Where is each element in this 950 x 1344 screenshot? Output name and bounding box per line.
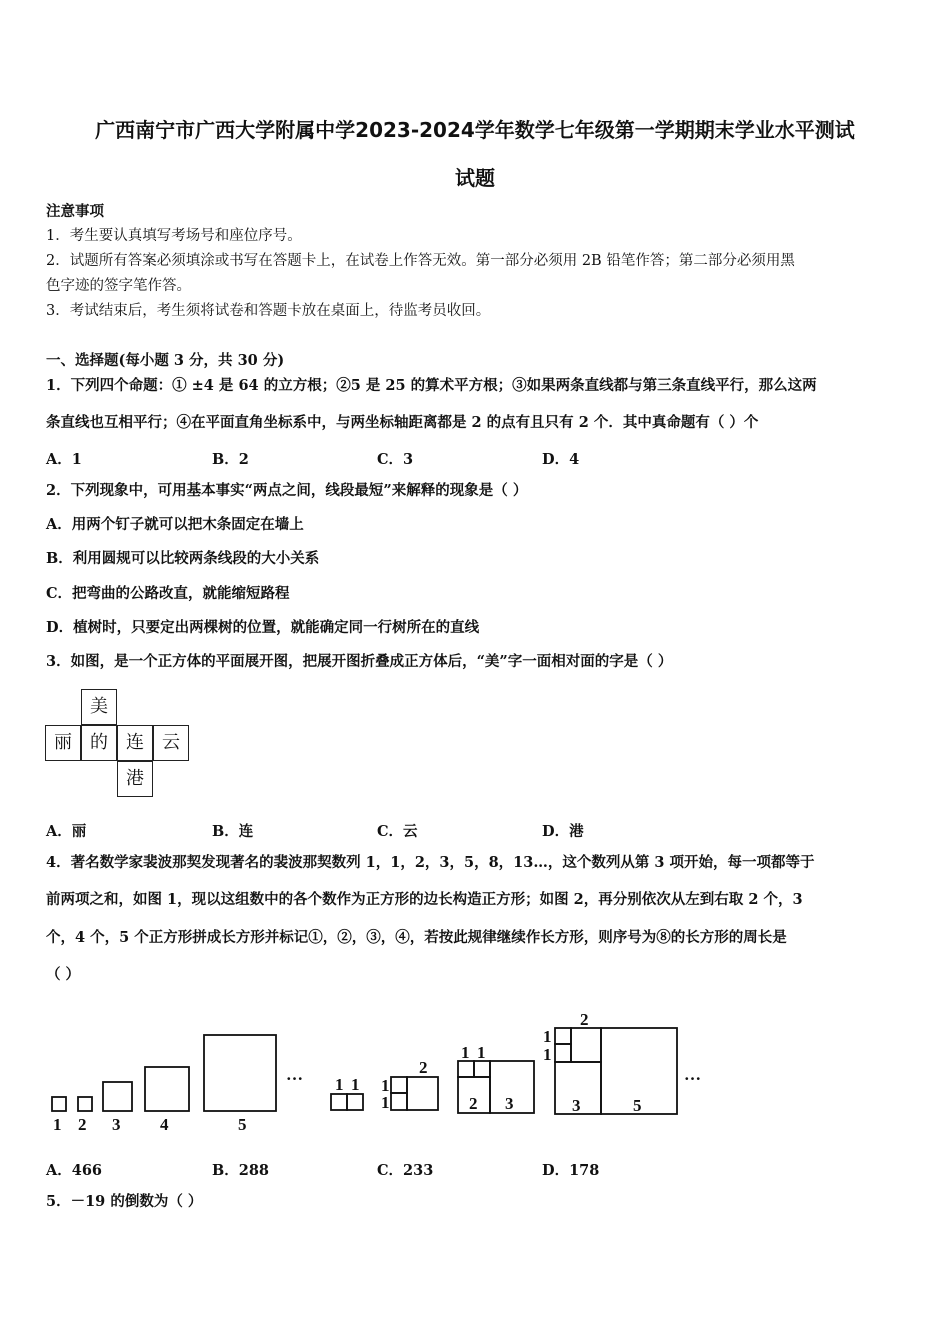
fig1-label-3: 3 bbox=[112, 1115, 121, 1134]
q4-option-a: A．466 bbox=[46, 1162, 103, 1179]
fig1-square-3 bbox=[103, 1082, 132, 1111]
fig2-g2-label-a: 1 bbox=[381, 1076, 390, 1095]
fig2-g3-label-b: 1 bbox=[477, 1043, 486, 1062]
fig1-label-2: 2 bbox=[78, 1115, 87, 1134]
fig2-g4-square-a bbox=[555, 1028, 571, 1044]
fig2-g1-square-a bbox=[331, 1094, 347, 1110]
q2-option-c: C．把弯曲的公路改直，就能缩短路程 bbox=[46, 585, 290, 602]
net-cell-left: 丽 bbox=[45, 725, 81, 761]
q3-option-b: B．连 bbox=[212, 823, 254, 840]
notice-item-3: 3．考试结束后，考生须将试卷和答题卡放在桌面上，待监考员收回。 bbox=[46, 303, 491, 319]
fig2-g3-label-c: 2 bbox=[469, 1094, 478, 1113]
q1-line2: 条直线也互相平行；④在平面直角坐标系中，与两坐标轴距离都是 2 的点有且只有 2 个．其中真命题有（ ）个 bbox=[46, 414, 759, 431]
net-cell-top: 美 bbox=[81, 689, 117, 725]
q1-line1: 1．下列四个命题：① ±4 是 64 的立方根；②5 是 25 的算术平方根；③如果两条直线都与第三条直线平行，那么这两 bbox=[46, 377, 817, 394]
q1-option-c: C．3 bbox=[377, 451, 414, 468]
fig2-ellipsis: … bbox=[684, 1065, 701, 1084]
q1-option-a: A．1 bbox=[46, 451, 82, 468]
fig2-g4-square-c bbox=[571, 1028, 601, 1062]
net-cell-bottom: 港 bbox=[117, 761, 153, 797]
q4-option-b: B．288 bbox=[212, 1162, 270, 1179]
q3-stem: 3．如图，是一个正方体的平面展开图，把展开图折叠成正方体后，“美”字一面相对面的字是（ ） bbox=[46, 653, 673, 670]
fig1-square-4 bbox=[145, 1067, 189, 1111]
fig2-g3-label-d: 3 bbox=[505, 1094, 514, 1113]
fig1-square-5 bbox=[204, 1035, 276, 1111]
fig1-label-5: 5 bbox=[238, 1115, 247, 1134]
q1-option-b: B．2 bbox=[212, 451, 249, 468]
fig2-g1-label-b: 1 bbox=[351, 1075, 360, 1094]
q4-line2: 前两项之和，如图 1，现以这组数中的各个数作为正方形的边长构造正方形；如图 2，再分别依次从左到右取 2 个，3 bbox=[46, 891, 803, 908]
fig2-g3-square-a bbox=[458, 1061, 474, 1077]
fig2-g1-square-b bbox=[347, 1094, 363, 1110]
fig2-g4-label-e: 5 bbox=[633, 1096, 642, 1115]
q4-option-d: D．178 bbox=[542, 1162, 600, 1179]
net-cell-right2: 云 bbox=[153, 725, 189, 761]
q4-line3: 个，4 个，5 个正方形拼成长方形并标记①，②，③，④，若按此规律继续作长方形，则序号为⑧的长方形的周长是 bbox=[46, 929, 787, 946]
q2-option-b: B．利用圆规可以比较两条线段的大小关系 bbox=[46, 550, 320, 567]
fig2-g2-label-b: 1 bbox=[381, 1093, 390, 1112]
q4-line1: 4．著名数学家裴波那契发现著名的裴波那契数列 1，1，2，3，5，8，13…，这个数列从第 3 项开始，每一项都等于 bbox=[46, 854, 815, 871]
fig2-g2-square-a bbox=[391, 1077, 407, 1093]
q1-option-d: D．4 bbox=[542, 451, 580, 468]
notice-item-1: 1．考生要认真填写考场号和座位序号。 bbox=[46, 228, 302, 244]
fig2-g4-square-b bbox=[555, 1044, 571, 1062]
exam-title-line2: 试题 bbox=[455, 166, 495, 190]
fig2-g2-square-b bbox=[391, 1093, 407, 1110]
notice-item-2b: 色字迹的签字笔作答。 bbox=[46, 278, 191, 294]
fig2-g4-label-d: 3 bbox=[572, 1096, 581, 1115]
q3-option-a: A．丽 bbox=[46, 823, 87, 840]
q2-option-a: A．用两个钉子就可以把木条固定在墙上 bbox=[46, 516, 304, 533]
fig1-ellipsis: … bbox=[286, 1065, 303, 1084]
fibonacci-squares-figure bbox=[0, 1005, 950, 1140]
q2-option-d: D．植树时，只要定出两棵树的位置，就能确定同一行树所在的直线 bbox=[46, 619, 480, 636]
section-heading: 一、选择题(每小题 3 分，共 30 分) bbox=[46, 352, 285, 369]
fig2-g2-label-c: 2 bbox=[419, 1058, 428, 1077]
net-cell-right1: 连 bbox=[117, 725, 153, 761]
q4-option-c: C．233 bbox=[377, 1162, 434, 1179]
fig2-g3-label-a: 1 bbox=[461, 1043, 470, 1062]
fig2-g1-label-a: 1 bbox=[335, 1075, 344, 1094]
notice-item-2a: 2．试题所有答案必须填涂或书写在答题卡上，在试卷上作答无效。第一部分必须用 2B 铅笔作答；第二部分必须用黑 bbox=[46, 253, 795, 269]
notice-heading: 注意事项 bbox=[46, 203, 104, 220]
exam-title-line1: 广西南宁市广西大学附属中学2023-2024学年数学七年级第一学期期末学业水平测试 bbox=[95, 118, 855, 142]
net-cell-middle: 的 bbox=[81, 725, 117, 761]
q5-stem: 5．－19 的倒数为（ ） bbox=[46, 1193, 203, 1210]
fig1-label-4: 4 bbox=[160, 1115, 169, 1134]
fig2-g4-label-a: 1 bbox=[543, 1027, 552, 1046]
q3-option-c: C．云 bbox=[377, 823, 418, 840]
fig2-g2-square-c bbox=[407, 1077, 438, 1110]
fig2-g4-label-c: 2 bbox=[580, 1010, 589, 1029]
fig2-g3-square-b bbox=[474, 1061, 490, 1077]
q2-stem: 2．下列现象中，可用基本事实“两点之间，线段最短”来解释的现象是（ ） bbox=[46, 482, 528, 499]
fig1-square-2 bbox=[78, 1097, 92, 1111]
fig1-square-1 bbox=[52, 1097, 66, 1111]
q4-line4: （ ） bbox=[46, 966, 81, 983]
q3-option-d: D．港 bbox=[542, 823, 584, 840]
fig2-g4-label-b: 1 bbox=[543, 1045, 552, 1064]
fig1-label-1: 1 bbox=[53, 1115, 62, 1134]
